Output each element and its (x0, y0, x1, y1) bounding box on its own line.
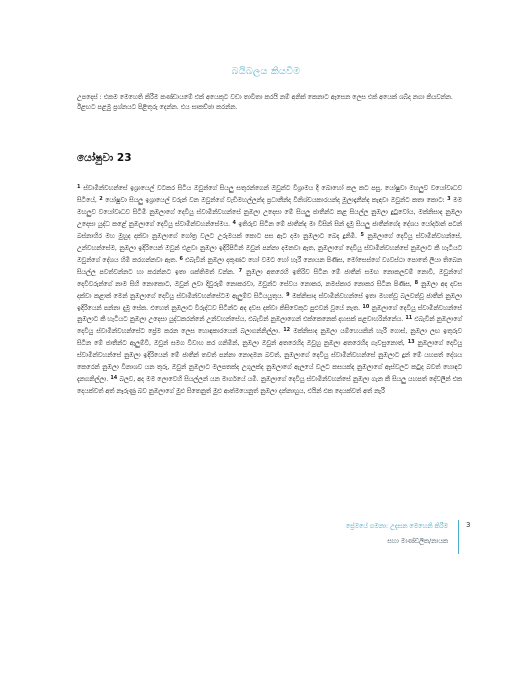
verse-text: නුඹලා අද දවස දක්වා කළාක් මෙන් නුඹලාගේ දෙවියු ස්වාමීන්වහන්සේටම ඇලුම්ව සිටියයුතුය. (77, 280, 462, 300)
page-number: 3 (466, 521, 471, 529)
passage-heading: යෝෂුවා 23 (77, 152, 132, 164)
verse-text: මම මහලුව වයෝවෘධව සිටිමි නුඹලාගේ දෙවියු ස්වාමීන්වහන්සේ නුඹලා උදෙසා මේ සියලු ජාතීන්ට කළ සියල්ල නුඹලා දුටුවෝය, මක්නිසාද නුඹලා උදෙසා යුද්ධ කළේ නුඹලාගේ දෙවියු ස්වාමීන්වහන්සේමය. (77, 196, 462, 228)
verse-number: 7 (238, 267, 243, 274)
page-footer (0, 520, 532, 560)
verse (99, 197, 447, 204)
verse-number: 3 (447, 195, 451, 202)
page-title: බයිබලය කියවීම (231, 66, 301, 77)
verse-text: ඉතිරුව සිටින මේ ජාතීන්ද මා විසින් සින් දැමූ සියලු ජාතීන්ගේද දේශය යෝර්දාන් පටන් බස්නාහිර මහ මුහුද දක්වා නුඹලාගේ ගෝත්‍ර වලට උරුමයක් කොට පස ඇට දමා නුඹලාට බෙදා දුනිමි. (77, 220, 462, 240)
footer-text (346, 520, 448, 549)
verse-text: යෝෂුවා සියලු ඉශ්‍රායෙල් වරුන් වන ඔවුන්ගේ වැඩිමහල්ලන්ද ප්‍රධානීන්ද විනිශ්චයකාරයන්ද මූලාදෑනීන්ද කැඳවා ඔවුන්ට කතා කොට: (105, 196, 445, 204)
verse (77, 376, 462, 395)
verse-number: 13 (407, 339, 415, 346)
footer-divider (458, 520, 459, 554)
verse-text: එබැවින් නුඹලාගේ දෙවියු ස්වාමීන්වහන්සේට ප්‍රේම කරන ලෙස හොඳකාරයෙන් බලාගන්නිල්ලා. (77, 316, 462, 336)
verse-number: 8 (414, 279, 419, 286)
verse-number: 4 (232, 219, 237, 226)
verse-text: ස්වාමීන්වහන්සේ ඉශ්‍රායෙල් වටකර සිටිය ඔවුන්ගේ සියලු සතුරන්ගෙන් ඔවුන්ට විශ්‍රාමය දී බොහෝ කල කට පසු, යෝෂුවා මහලුව වයෝවෘධව සිටියේ, (77, 185, 462, 204)
verse-text: මක්නිසාද නුඹලා යම්හෙයකින් හැරී ගොස්, නුඹලා ලඟ ඉතුරුව සිටින මේ ජාතීන්ට ඇලුම්වී, ඔවුන් සමග විවාහ කර ගනිමින්, නුඹලා ඔවුන් අතරෙහිද ඔවුහු නුඹලා අතරෙහිද ගැවසුනොත්, (77, 328, 462, 348)
instructions-paragraph: උපදෙස් : එකම මෙහෙති කිරීම කණ්ඩායමේ එක් අයෙකුට වඩා තාවිතා කරයි නම් අනික් කෙනාට ඇසෙන ලෙස එක් අයෙක් ශබ්ද නගා කියවන්න. ඊළඟට පළමු ප්‍රශ්නයට පිළිතුරු දෙන්න. එය සාකච්ඡා කරන්න. (77, 94, 453, 112)
verse-text: නුඹලා අතරෙහි ඉතිරිව සිටින මේ ජාතීන් සමඟ නොකලවම් නොවී, ඔවුන්ගේ දෙවිවරුන්ගේ නාම සිහි නොකොට, ඔවුන් ලවා දිවුරුම් නොකරවා, ඔවුන්ට සේවය නොකර, නමස්කාර නොකර සිටින පිණිස, (77, 268, 462, 288)
verse-text: නුඹලාගේ දෙවියු ස්වාමීන්වහන්සේ නුඹලා ඉදිරියෙන් මේ ජාතීන් තවත් පන්නා නොදමන බවත්, නුඹලාගේ දෙවියු ස්වාමීන්වහන්සේ නුඹලාට දුන් මේ යහපත් දේශය කෙරෙන් නුඹලා විනාශව යන තුරු, ඔවුන් නුඹලාට මලපතක්ද උගුලක්ද නුඹලාගේ ඇලයේ වලට කසයක්ද නුඹලාගේ ඇස්වලට කටුද බවත් හොඳට දැනගනිල්ලා. (77, 340, 462, 384)
scripture-passage (77, 183, 462, 398)
verse-text: එබැවින් නුඹලා දකුණට හෝ වමට හෝ හැරී නොයන පිණිස, මෝසෙස්ගේ ව්‍යවස්ථා පොතේ ලියා තිබෙන සියල්ල පවත්වන්නට හා කරන්නට ඉතා ශක්තිමත් වන්න. (77, 256, 462, 276)
verse-text: මක්නිසාද ස්වාමීන්වහන්සේ ඉතා මහත්වූ බලවත්වූ ජාතීන් නුඹලා ඉදිරියෙන් පන්නා දැමූ සේක. එහෙත් නුඹලාට විරුද්ධව සිටින්ට අද දවස දක්වා කිසිවෙකුට පුළුවන් වූයේ නැත. (77, 292, 462, 312)
verse-number: 2 (99, 195, 103, 202)
footer-series-title: ප්‍රේමයේ ගමනා: උදැසන මෙහෙනි කිරීම (345, 523, 448, 530)
verse-number: 10 (362, 303, 370, 310)
verse-number: 5 (360, 231, 364, 238)
verse-number: 14 (110, 375, 118, 382)
verse-number: 12 (283, 327, 291, 334)
verse-number: 1 (77, 184, 81, 190)
verse-number: 6 (179, 255, 183, 262)
verse-text: නුඹලාගේ දෙවියු ස්වාමීන්වහන්සේ, උන්වහන්සේම, නුඹලා ඉදිරියෙන් ඔවුන් එළවා නුඹලා ඉදිරිපිටින් ඔවුන් පන්නා දමනවා ඇත, නුඹලාගේ දෙවියු ස්වාමීන්වහන්සේ නුඹලාට කී හැටියට ඔවුන්ගේ දේශය හිමි කරගන්නවා ඇත. (77, 232, 462, 264)
footer-role: සහා මාණ්ඩලික/නායක (387, 537, 448, 545)
verse-number: 11 (405, 315, 413, 322)
verse-text: නුඹලාගේ දෙවියු ස්වාමීන්වහන්සේ නුඹලාට කී හැටියට නුඹලා උදෙසා යුද්ධකරන්නේ උන්වහන්සේය, එබැවින් නුඹලාගෙන් එක්කෙනෙක් දහසක් පළවාහරින්නේය. (77, 304, 462, 324)
verse-text: බලව, අද මම ලොවෙහි සියල්ලන් යන මාර්ගයේ යමි. නුඹලාගේ දෙවියු ස්වාමීන්වහන්සේ නුඹලා ගැන කී සියලු යහපත් දේවලින් එක දෙයක්වත් අත් නෑරුණු බව නුඹලාගේ මුළු සිතෙනුත් මුළු ආත්මයෙනුත් නුඹලා දන්නාහුය, එයින් එක දෙයක්වත් අත් නැරී (77, 376, 462, 396)
verse-number: 9 (286, 291, 290, 298)
